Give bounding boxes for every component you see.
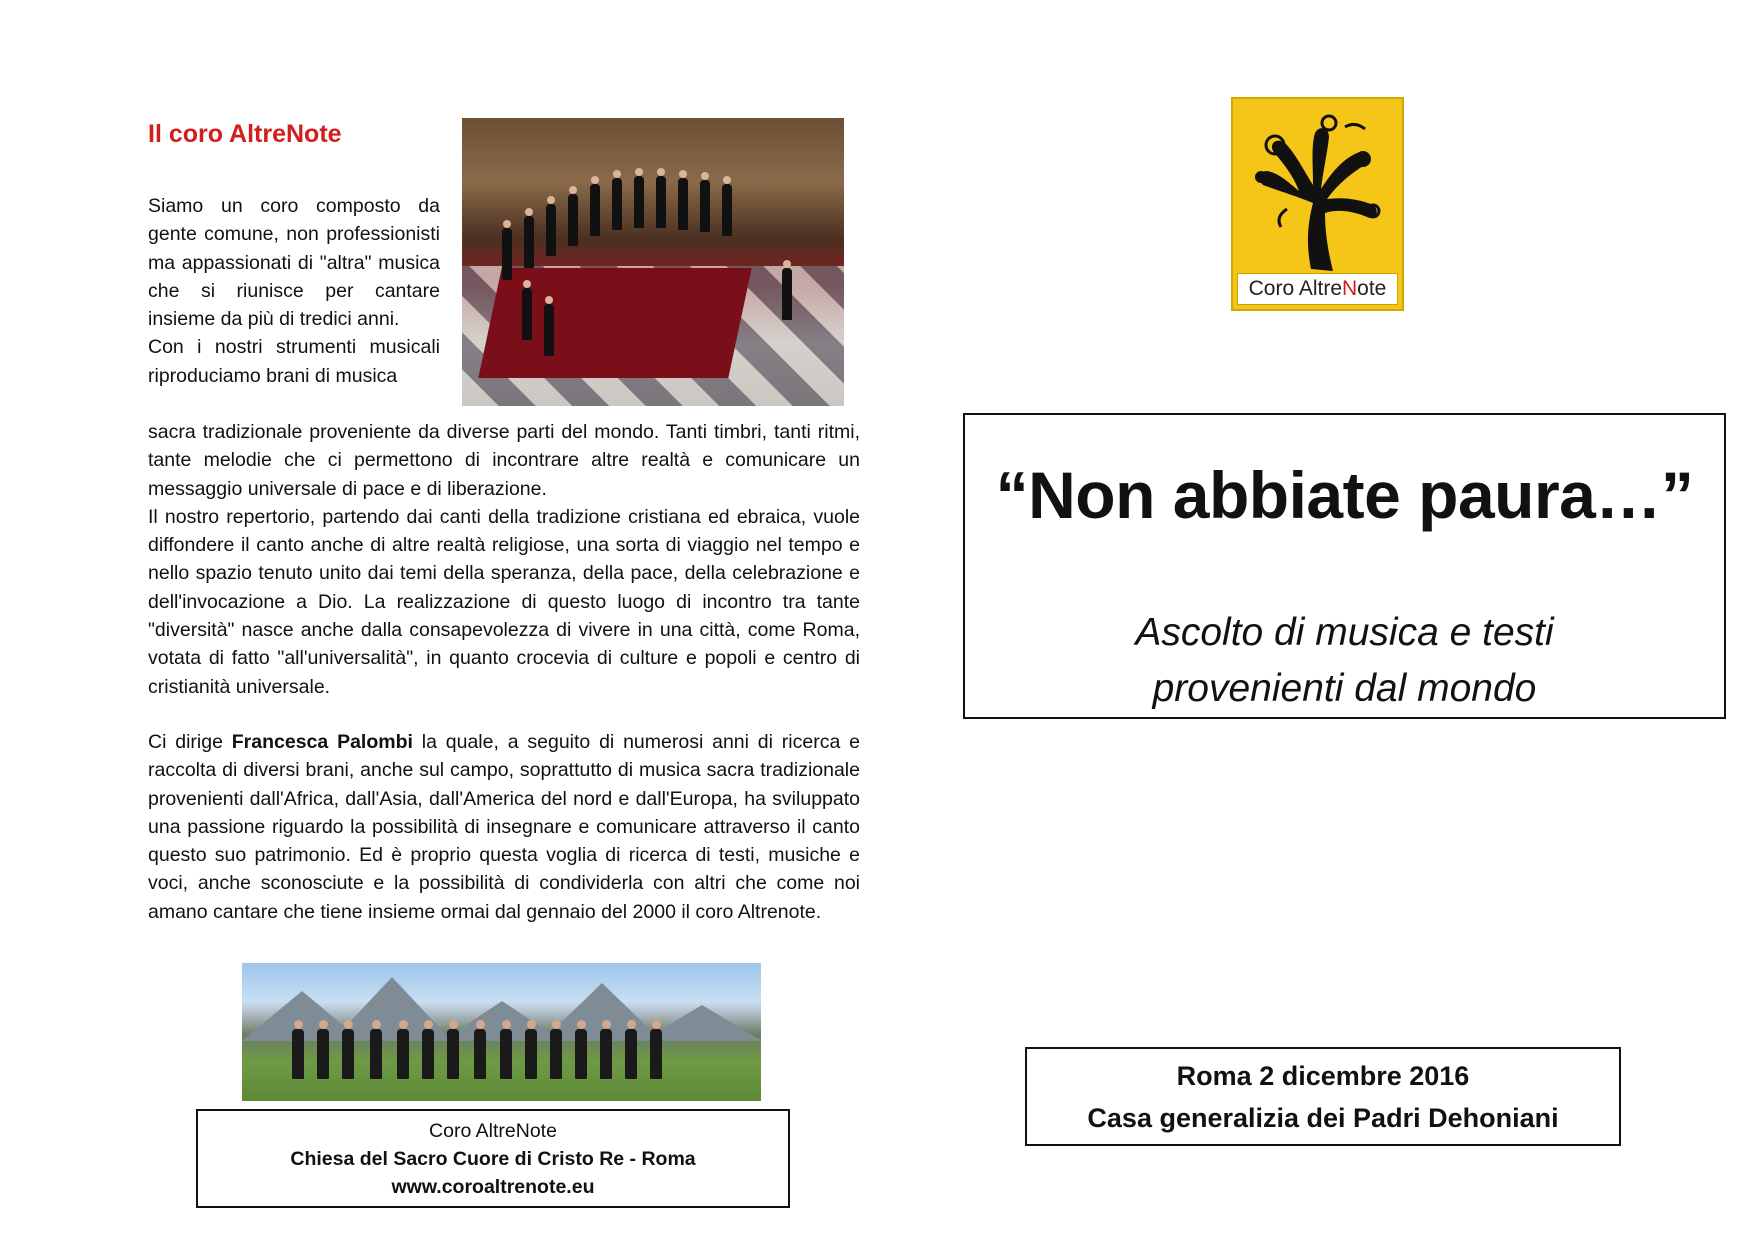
singer-figure — [600, 1029, 612, 1079]
subtitle-line: Ascolto di musica e testi — [1135, 611, 1554, 654]
director-prefix: Ci dirige — [148, 731, 232, 753]
event-title: “Non abbiate paura…” — [995, 458, 1694, 532]
logo-label-highlight: N — [1342, 277, 1358, 300]
singer-figure — [397, 1029, 409, 1079]
choir-mountain-photo — [242, 963, 761, 1101]
singer-figure — [546, 204, 556, 256]
director-paragraph — [148, 728, 860, 926]
event-info-box — [1025, 1047, 1621, 1146]
director-text — [148, 728, 860, 926]
logo-label-end: ote — [1357, 277, 1387, 300]
singer-figure — [525, 1029, 537, 1079]
singer-figure — [550, 1029, 562, 1079]
intro-line: Con i nostri strumenti musicali riproduciamo brani di musica — [148, 336, 440, 387]
director-name: Francesca Palombi — [231, 731, 413, 753]
singer-figure — [656, 176, 666, 228]
singer-figure — [292, 1029, 304, 1079]
contact-church: Chiesa del Sacro Cuore di Cristo Re - Roma — [290, 1147, 696, 1170]
singer-figure — [678, 178, 688, 230]
body-text — [148, 418, 860, 701]
event-subtitle — [965, 605, 1724, 717]
subtitle-line: provenienti dal mondo — [1152, 667, 1537, 710]
singer-figure — [474, 1029, 486, 1079]
intro-paragraph — [148, 192, 440, 390]
singer-figure — [700, 180, 710, 232]
singer-figure — [575, 1029, 587, 1079]
singer-figure — [612, 178, 622, 230]
choir-logo — [1231, 97, 1404, 311]
section-title: Il coro AltreNote — [148, 120, 342, 148]
logo-label-start: Coro Altre — [1248, 277, 1342, 300]
event-title-box — [963, 413, 1726, 719]
contact-name: Coro AltreNote — [429, 1119, 557, 1142]
logo-label — [1237, 273, 1398, 305]
red-carpet — [478, 268, 751, 378]
singer-figure — [317, 1029, 329, 1079]
conductor-figure — [782, 268, 792, 320]
director-suffix: la quale, a seguito di numerosi anni di ricerca e raccolta di diversi brani, anche sul campo, soprattutto di musica sacra tradizionale provenienti dall'Africa, dall'Asia, dall'America del nord e dall'Europa, ha sviluppato una passione riguardo la possibilità di insegnare e comunicare attraverso il canto questo suo patrimonio. Ed è proprio questa voglia di ricerca di testi, musiche e voci, anche sconosciute e la possibilità di condividerla con altri che come noi amano cantare che tiene insieme ormai dal gennaio del 2000 il coro Altrenote. — [148, 731, 860, 923]
choir-church-photo — [462, 118, 844, 406]
intro-line: Siamo un coro composto da gente comune, non professionisti ma appassionati di "altra" musica che si riunisce per cantare insieme da più di tredici anni. — [148, 195, 440, 331]
singer-figure — [722, 184, 732, 236]
singer-figure — [590, 184, 600, 236]
singer-figure — [650, 1029, 662, 1079]
repertoire-paragraph: Il nostro repertorio, partendo dai canti della tradizione cristiana ed ebraica, vuole diffondere il canto anche di altre realtà religiose, una sorta di viaggio nel tempo e nello spazio tenuto unito dai temi della speranza, della pace, della celebrazione e dell'invocazione a Dio. La realizzazione di questo luogo di incontro tra tante "diversità" nasce anche dalla consapevolezza di vivere in una città, come Roma, votata di fatto "all'universalità", in quanto crocevia di culture e popoli e centro di cristianità universale. — [148, 505, 860, 698]
singer-figure — [522, 288, 532, 340]
contact-box — [196, 1109, 790, 1208]
singer-figure — [342, 1029, 354, 1079]
singer-figure — [625, 1029, 637, 1079]
singer-figure — [422, 1029, 434, 1079]
event-venue: Casa generalizia dei Padri Dehoniani — [1087, 1102, 1559, 1133]
singer-figure — [524, 216, 534, 268]
singer-figure — [502, 228, 512, 280]
contact-website[interactable]: www.coroaltrenote.eu — [391, 1175, 595, 1198]
singer-figure — [634, 176, 644, 228]
singer-figure — [447, 1029, 459, 1079]
event-date: Roma 2 dicembre 2016 — [1176, 1060, 1470, 1091]
intro-continuation: sacra tradizionale proveniente da diverse parti del mondo. Tanti timbri, tanti ritmi, tante melodie che ci permettono di incontrare altre realtà e comunicare un messaggio universale di pace e di liberazione. — [148, 421, 860, 500]
singer-figure — [370, 1029, 382, 1079]
singer-figure — [500, 1029, 512, 1079]
singer-figure — [568, 194, 578, 246]
singer-figure — [544, 304, 554, 356]
